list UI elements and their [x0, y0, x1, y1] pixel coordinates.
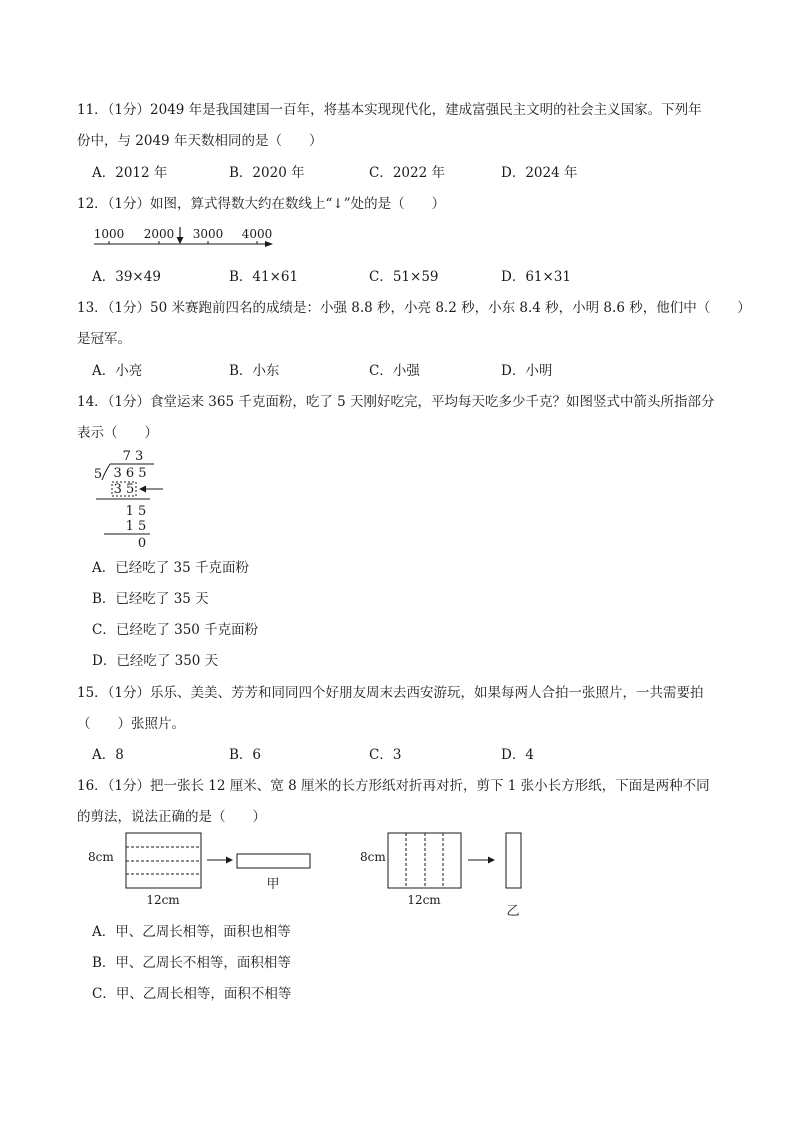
division-bracket	[102, 464, 110, 480]
question-15-option-d[interactable]: D．4	[501, 747, 534, 763]
question-11-stem-line-1: 11．（1分）2049 年是我国建国一百年，将基本实现现代化，建成富强民主文明的社会主义国家。下列年	[77, 102, 702, 118]
question-15-option-c[interactable]: C．3	[369, 747, 402, 763]
long-division-figure	[88, 448, 178, 552]
question-16-stem-line-2: 的剪法，说法正确的是（ ）	[77, 809, 266, 825]
question-13-option-b[interactable]: B．小东	[229, 363, 280, 379]
question-14-stem-line-2: 表示（ ）	[77, 425, 158, 441]
division-dividend: 3 6 5	[113, 466, 147, 481]
question-16-option-b[interactable]: B．甲、乙周长不相等，面积相等	[92, 955, 291, 971]
question-13-option-a[interactable]: A．小亮	[92, 363, 143, 379]
question-13-stem-line-1: 13．（1分）50 米赛跑前四名的成绩是：小强 8.8 秒，小亮 8.2 秒，小东 8.4 秒，小明 8.6 秒，他们中（ ）	[77, 300, 751, 316]
division-step-1: 3 5	[113, 482, 135, 497]
strip-yi	[506, 833, 521, 888]
question-15-stem-line-2: （ ）张照片。	[77, 716, 185, 732]
division-remainder: 0	[137, 536, 147, 551]
right-arrow-head-icon-b	[488, 857, 495, 864]
number-line-arrowhead	[265, 241, 273, 247]
question-14-option-b[interactable]: B．已经吃了 35 天	[92, 591, 209, 607]
division-step-3: 1 5	[125, 519, 147, 534]
number-line-figure	[90, 222, 280, 252]
question-12-option-b[interactable]: B．41×61	[229, 269, 299, 285]
paper-cutting-figure	[88, 828, 548, 920]
question-14-option-a[interactable]: A．已经吃了 35 千克面粉	[92, 560, 250, 576]
number-line-label-3000: 3000	[192, 227, 224, 241]
question-13-option-d[interactable]: D．小明	[501, 363, 553, 379]
strip-jia	[237, 854, 310, 868]
question-14-option-d[interactable]: D．已经吃了 350 天	[92, 653, 219, 669]
question-15-stem-line-1: 15．（1分）乐乐、美美、芳芳和同同四个好朋友周末去西安游玩，如果每两人合拍一张照片，一共需要拍	[77, 685, 704, 701]
question-16-option-c[interactable]: C．甲、乙周长相等，面积不相等	[92, 986, 292, 1002]
question-13-option-c[interactable]: C．小强	[369, 363, 420, 379]
question-13-stem-line-2: 是冠军。	[77, 331, 131, 347]
width-label-b: 12cm	[407, 893, 441, 907]
question-16-stem-line-1: 16．（1分）把一张长 12 厘米、宽 8 厘米的长方形纸对折再对折，剪下 1 张小长方形纸，下面是两种不同	[77, 778, 710, 794]
label-yi: 乙	[506, 904, 520, 919]
question-14-option-c[interactable]: C．已经吃了 350 千克面粉	[92, 622, 259, 638]
question-11-option-c[interactable]: C．2022 年	[369, 165, 445, 181]
question-15-option-a[interactable]: A．8	[92, 747, 124, 763]
question-14-stem-line-1: 14．（1分）食堂运来 365 千克面粉，吃了 5 天刚好吃完，平均每天吃多少千克？如图竖式中箭头所指部分	[77, 394, 715, 410]
question-11-stem-line-2: 份中，与 2049 年天数相同的是（ ）	[77, 133, 323, 149]
right-arrow-head-icon-a	[226, 857, 233, 864]
question-11-option-a[interactable]: A．2012 年	[92, 165, 168, 181]
question-15-option-b[interactable]: B．6	[229, 747, 262, 763]
question-11-option-b[interactable]: B．2020 年	[229, 165, 305, 181]
division-step-2: 1 5	[125, 504, 147, 519]
width-label-a: 12cm	[146, 893, 180, 907]
label-jia: 甲	[266, 877, 280, 892]
height-label-a: 8cm	[88, 850, 114, 864]
question-16-option-a[interactable]: A．甲、乙周长相等，面积也相等	[92, 924, 291, 940]
question-12-stem-line-1: 12．（1分）如图，算式得数大约在数线上“↓”处的是（ ）	[77, 196, 446, 212]
division-quotient: 7 3	[122, 449, 144, 464]
height-label-b: 8cm	[360, 850, 386, 864]
question-12-option-c[interactable]: C．51×59	[369, 269, 439, 285]
question-11-option-d[interactable]: D．2024 年	[501, 165, 578, 181]
number-line-label-4000: 4000	[241, 227, 273, 241]
question-12-option-a[interactable]: A．39×49	[92, 269, 161, 285]
number-line-label-2000: 2000	[143, 227, 175, 241]
down-arrow-head-icon	[177, 237, 184, 244]
number-line-label-1000: 1000	[93, 227, 125, 241]
question-12-option-d[interactable]: D．61×31	[501, 269, 571, 285]
left-arrow-head-icon	[139, 486, 146, 493]
division-divisor: 5	[93, 467, 103, 482]
